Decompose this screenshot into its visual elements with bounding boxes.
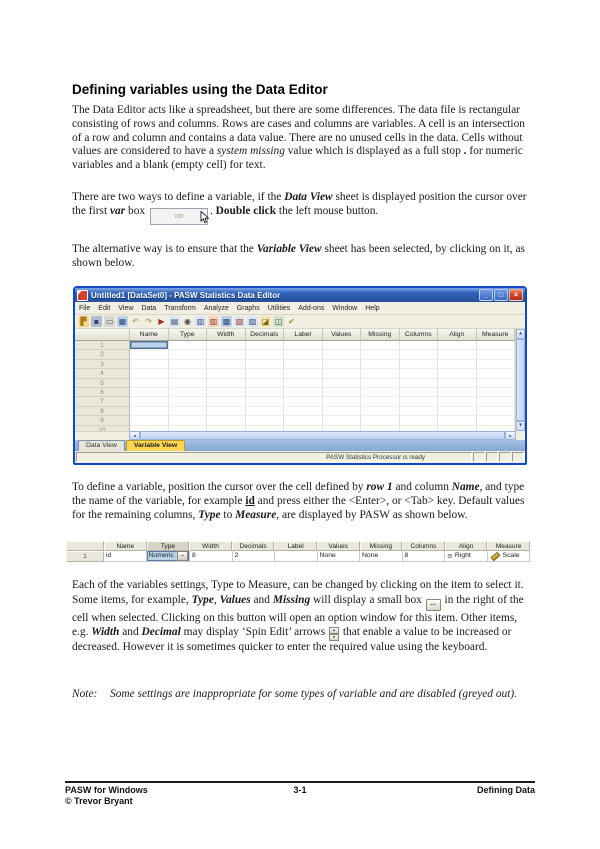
text-run-bold-italic: Measure [235, 508, 277, 521]
text-run-italic: system missing [216, 145, 285, 158]
print-icon[interactable]: ▭ [105, 317, 114, 326]
toolbar [75, 315, 525, 329]
cell-row6-missing[interactable] [361, 388, 400, 397]
cell-row4-measure[interactable] [477, 369, 516, 378]
cell-row1-missing[interactable] [361, 341, 400, 350]
type-value: Numeric [148, 552, 174, 559]
cell-row7-type[interactable] [169, 397, 208, 406]
text-run: To define a variable, position the cursor over the cell defined by [72, 481, 367, 493]
cell-row1-columns[interactable] [400, 341, 439, 350]
paragraph-two-ways [72, 191, 530, 225]
cell-row6-align[interactable] [438, 388, 477, 397]
cell-row2-decimals[interactable] [246, 350, 285, 359]
cell-row8-values[interactable] [323, 407, 362, 416]
cell-row3-missing[interactable] [361, 360, 400, 369]
open-file-icon[interactable]: ▛ [78, 316, 89, 327]
scroll-down-icon[interactable]: ▼ [516, 421, 525, 431]
spin-down-icon: ▼ [329, 634, 339, 641]
mini-table-header-row [66, 541, 530, 551]
status-bar [75, 451, 525, 463]
footer-left-line1: PASW for Windows [65, 785, 148, 795]
cell-row4-decimals[interactable] [246, 369, 285, 378]
text-run: The Data Editor acts like a spreadsheet, but there are some differences. The data file is rectangular consisting of rows and columns. Rows are cases and columns are variables. A cell is an intersection of a row and column and contains a data value. There are no unused cells in the data. Cells without values are considered to have a [72, 104, 525, 158]
cell-row2-columns[interactable] [400, 350, 439, 359]
text-run: , are displayed by PASW as shown below. [276, 508, 468, 521]
text-run-bold-italic: var [109, 204, 126, 217]
text-run-bold-italic: Missing [272, 593, 311, 606]
column-header-name[interactable]: Name [130, 329, 169, 341]
weight-cases-icon[interactable]: ▧ [235, 317, 244, 326]
grid-row-2 [75, 350, 515, 359]
window-title: Untitled1 [DataSet0] - PASW Statistics Data Editor [91, 290, 281, 300]
tab-data-view[interactable]: Data View [78, 440, 125, 451]
grid-row-8 [75, 407, 515, 416]
text-run-bold-underline: id [245, 494, 255, 507]
grid-corner-cell [75, 329, 130, 341]
horizontal-scrollbar-row [75, 431, 525, 440]
text-run: There are two ways to define a variable, if the [72, 191, 285, 203]
cell-row5-align[interactable] [438, 379, 477, 388]
column-header-row [75, 329, 515, 341]
menu-item-add-ons[interactable]: Add-ons [298, 304, 325, 312]
cell-row5-label[interactable] [284, 379, 323, 388]
cell-row9-label[interactable] [284, 416, 323, 425]
cell-row8-columns[interactable] [400, 407, 439, 416]
text-run: box [125, 204, 148, 217]
text-run-bold-italic: Type [198, 508, 221, 521]
pasw-data-editor-window [73, 286, 527, 465]
text-run-bold-italic: Decimal [141, 626, 181, 639]
text-run: and [250, 593, 273, 606]
recall-dialogs-icon[interactable]: ▦ [118, 317, 127, 326]
cell-row6-measure[interactable] [477, 388, 516, 397]
decimals-cell[interactable]: 2 [233, 551, 276, 562]
cell-row3-values[interactable] [323, 360, 362, 369]
text-run: for numeric variables and a blank (empty cell) for text. [72, 145, 523, 172]
text-run: and [119, 626, 142, 639]
row-header-9[interactable]: 9 [75, 416, 130, 425]
hscroll-spacer [75, 431, 129, 440]
column-header-missing[interactable]: Missing [361, 329, 400, 341]
cell-row2-missing[interactable] [361, 350, 400, 359]
mini-column-header-width[interactable]: Width [189, 541, 232, 551]
cell-row1-label[interactable] [284, 341, 323, 350]
text-run: value which is displayed as a full stop [284, 145, 464, 158]
row-header-4[interactable]: 4 [75, 369, 130, 378]
variables-icon[interactable]: ▤ [170, 317, 179, 326]
cell-row7-columns[interactable] [400, 397, 439, 406]
menu-item-utilities[interactable]: Utilities [267, 304, 291, 312]
cell-row2-label[interactable] [284, 350, 323, 359]
text-run: , and type the name of the variable, for example [72, 481, 525, 507]
close-button[interactable]: × [509, 289, 523, 301]
align-cell[interactable] [445, 551, 488, 562]
grid-zone [75, 329, 525, 431]
label-cell[interactable] [275, 551, 318, 562]
align-right-icon: ≡ [447, 551, 453, 560]
spin-up-icon: ▲ [329, 627, 339, 634]
cell-row4-type[interactable] [169, 369, 208, 378]
mini-column-header-columns[interactable]: Columns [402, 541, 445, 551]
scroll-up-icon[interactable]: ▲ [516, 329, 525, 339]
row-header-8[interactable]: 8 [75, 407, 130, 416]
cell-row9-values[interactable] [323, 416, 362, 425]
tab-variable-view[interactable]: Variable View [126, 440, 185, 451]
grid-rows [75, 341, 515, 435]
undo-icon[interactable]: ↶ [130, 316, 141, 327]
text-run-bold-italic: Width [91, 626, 120, 639]
spellcheck-icon[interactable]: ✔ [286, 316, 297, 327]
scale-ruler-icon [490, 551, 500, 561]
sheet-tabs [75, 440, 525, 451]
note-block [72, 688, 524, 702]
cell-row1-decimals[interactable] [246, 341, 285, 350]
cell-row6-name[interactable] [130, 388, 169, 397]
var-box-image [150, 208, 208, 225]
find-icon[interactable]: ◉ [182, 316, 193, 327]
cell-row2-measure[interactable] [477, 350, 516, 359]
cell-row5-values[interactable] [323, 379, 362, 388]
redo-icon[interactable]: ↷ [143, 316, 154, 327]
text-run-bold-italic: Name [451, 481, 480, 493]
text-run: to [220, 508, 236, 521]
small-box-button-image: ... [426, 599, 441, 611]
text-run: in the right of the cell when selected. Clicking on this button will open an option window for this item. Other items, e.g. [72, 593, 524, 639]
text-run-bold-italic: Type [191, 593, 214, 606]
menu-item-data[interactable]: Data [141, 304, 157, 312]
cell-row6-width[interactable] [207, 388, 246, 397]
grid-row-7 [75, 397, 515, 406]
cell-row5-measure[interactable] [477, 379, 516, 388]
cell-row4-missing[interactable] [361, 369, 400, 378]
cell-row4-name[interactable] [130, 369, 169, 378]
cell-row7-missing[interactable] [361, 397, 400, 406]
menu-bar [75, 302, 525, 315]
cell-row8-decimals[interactable] [246, 407, 285, 416]
pasw-app-icon [77, 290, 88, 301]
cell-row8-width[interactable] [207, 407, 246, 416]
paragraph-alternative [72, 243, 530, 271]
cell-row2-values[interactable] [323, 350, 362, 359]
menu-item-window[interactable]: Window [332, 304, 358, 312]
width-cell[interactable]: 8 [190, 551, 233, 562]
vertical-scroll-thumb[interactable] [516, 339, 525, 421]
missing-cell[interactable]: None [360, 551, 403, 562]
mini-corner-cell [66, 541, 104, 551]
column-header-decimals[interactable]: Decimals [246, 329, 285, 341]
status-cell [473, 452, 485, 462]
cell-row1-align[interactable] [438, 341, 477, 350]
goto-case-icon[interactable]: ▶ [156, 316, 167, 327]
mini-column-header-missing[interactable]: Missing [360, 541, 403, 551]
scroll-right-icon[interactable]: ► [505, 431, 516, 440]
cell-row8-missing[interactable] [361, 407, 400, 416]
cell-row5-columns[interactable] [400, 379, 439, 388]
cell-row7-measure[interactable] [477, 397, 516, 406]
cell-row6-decimals[interactable] [246, 388, 285, 397]
status-cell [486, 452, 498, 462]
grid-row-1 [75, 341, 515, 350]
vertical-scrollbar[interactable] [515, 329, 525, 431]
text-run-bold-italic: Data View [284, 191, 333, 203]
cell-row7-values[interactable] [323, 397, 362, 406]
scroll-corner [516, 431, 525, 440]
page-title: Defining variables using the Data Editor [72, 82, 328, 97]
split-file-icon[interactable]: ▩ [222, 317, 231, 326]
cell-row8-align[interactable] [438, 407, 477, 416]
text-run: and press either the <Enter>, or <Tab> key. Default values for the remaining columns, [72, 494, 525, 521]
cell-row1-type[interactable] [169, 341, 208, 350]
paragraph-intro [72, 104, 530, 173]
column-header-columns[interactable]: Columns [400, 329, 439, 341]
mini-column-header-name[interactable]: Name [104, 541, 147, 551]
type-cell[interactable] [147, 551, 191, 562]
text-run: may display ‘Spin Edit’ arrows [180, 626, 328, 639]
cell-row2-name[interactable] [130, 350, 169, 359]
var-box-label: var [174, 212, 184, 220]
note-text: Some settings are inappropriate for some types of variable and are disabled (greyed out). [110, 688, 518, 700]
grid-row-3 [75, 360, 515, 369]
cell-row3-align[interactable] [438, 360, 477, 369]
columns-cell[interactable]: 8 [403, 551, 446, 562]
cell-row4-columns[interactable] [400, 369, 439, 378]
cell-row1-measure[interactable] [477, 341, 516, 350]
cell-row5-name[interactable] [130, 379, 169, 388]
text-run-bold: Double click [215, 204, 277, 217]
cell-row3-type[interactable] [169, 360, 208, 369]
variable-row-table [66, 541, 530, 562]
row-header-7[interactable]: 7 [75, 397, 130, 406]
value-labels-icon[interactable]: ◪ [261, 317, 270, 326]
values-cell[interactable]: None [318, 551, 361, 562]
spin-edit-arrows-image [329, 627, 339, 640]
insert-cases-icon[interactable]: ▥ [196, 317, 205, 326]
row-number-cell[interactable]: 1 [66, 551, 104, 562]
row-header-2[interactable]: 2 [75, 350, 130, 359]
cell-row9-width[interactable] [207, 416, 246, 425]
cell-row8-label[interactable] [284, 407, 323, 416]
horizontal-scroll-thumb[interactable] [140, 431, 505, 440]
cell-row7-name[interactable] [130, 397, 169, 406]
status-cell [512, 452, 524, 462]
measure-cell[interactable] [488, 551, 531, 562]
text-run: will display a small box [310, 593, 425, 606]
cell-row8-name[interactable] [130, 407, 169, 416]
text-run: Each of the variables settings, Type to Measure, can be changed by clicking on the item to select it. Some items, for example, [72, 579, 524, 606]
cell-row1-values[interactable] [323, 341, 362, 350]
text-run: sheet is displayed position the cursor over the first [72, 191, 527, 217]
column-header-align[interactable]: Align [438, 329, 477, 341]
status-text: PASW Statistics Processor is ready [76, 452, 472, 462]
menu-item-analyze[interactable]: Analyze [203, 304, 229, 312]
cell-row9-type[interactable] [169, 416, 208, 425]
cell-row7-decimals[interactable] [246, 397, 285, 406]
cell-row2-align[interactable] [438, 350, 477, 359]
cell-row8-measure[interactable] [477, 407, 516, 416]
row-header-6[interactable]: 6 [75, 388, 130, 397]
cell-row8-type[interactable] [169, 407, 208, 416]
note-label: Note: [72, 688, 98, 700]
cell-row3-measure[interactable] [477, 360, 516, 369]
text-run: and column [392, 481, 452, 493]
cell-row1-name[interactable] [130, 341, 169, 350]
column-header-measure[interactable]: Measure [477, 329, 516, 341]
cell-row4-align[interactable] [438, 369, 477, 378]
text-run-bold-italic: row 1 [366, 481, 393, 493]
footer-rule [65, 781, 535, 783]
cell-row5-type[interactable] [169, 379, 208, 388]
text-run-bold: . [463, 145, 467, 158]
status-cell [499, 452, 511, 462]
row-header-3[interactable]: 3 [75, 360, 130, 369]
measure-value: Scale [502, 552, 520, 559]
insert-variable-icon[interactable]: ▥ [209, 317, 218, 326]
grid-row-4 [75, 369, 515, 378]
minimize-button[interactable]: _ [479, 289, 493, 301]
ellipsis-button[interactable]: ... [177, 551, 188, 561]
cell-row1-width[interactable] [207, 341, 246, 350]
footer-right: Defining Data [476, 785, 535, 795]
menu-item-help[interactable]: Help [365, 304, 380, 312]
mini-column-header-values[interactable]: Values [317, 541, 360, 551]
mini-column-header-label[interactable]: Label [274, 541, 317, 551]
page-footer [65, 785, 535, 806]
text-run: . [209, 204, 216, 217]
column-header-width[interactable]: Width [207, 329, 246, 341]
text-run: The alternative way is to ensure that the [72, 243, 257, 255]
cell-row9-decimals[interactable] [246, 416, 285, 425]
cell-row5-width[interactable] [207, 379, 246, 388]
cell-row3-label[interactable] [284, 360, 323, 369]
menu-item-graphs[interactable]: Graphs [236, 304, 260, 312]
mini-column-header-type[interactable]: Type [147, 541, 190, 551]
cell-row2-type[interactable] [169, 350, 208, 359]
grid-row-6 [75, 388, 515, 397]
cell-row9-name[interactable] [130, 416, 169, 425]
cell-row3-width[interactable] [207, 360, 246, 369]
mini-table-data-row [66, 551, 530, 562]
grid-row-5 [75, 379, 515, 388]
column-header-label[interactable]: Label [284, 329, 323, 341]
text-run-bold-italic: Values [219, 593, 251, 606]
footer-left-line2: © Trevor Bryant [65, 795, 133, 806]
text-run: , [213, 593, 220, 606]
menu-item-file[interactable]: File [79, 304, 91, 312]
cell-row9-missing[interactable] [361, 416, 400, 425]
maximize-button[interactable]: □ [494, 289, 508, 301]
text-run: that enable a value to be increased or decreased. However it is sometimes quicker to enter the required value using the keyboard. [72, 626, 512, 654]
text-run: sheet has been selected, by clicking on it, as shown below. [72, 243, 525, 269]
cell-row7-align[interactable] [438, 397, 477, 406]
cell-row4-label[interactable] [284, 369, 323, 378]
cell-row2-width[interactable] [207, 350, 246, 359]
text-run: the left mouse button. [276, 204, 379, 217]
row-header-1[interactable]: 1 [75, 341, 130, 350]
paragraph-settings [72, 578, 530, 655]
save-icon[interactable]: ▪ [91, 316, 102, 327]
mini-column-header-measure[interactable]: Measure [487, 541, 530, 551]
cell-row6-columns[interactable] [400, 388, 439, 397]
cell-row3-decimals[interactable] [246, 360, 285, 369]
mouse-cursor-icon [200, 211, 210, 224]
mini-column-header-decimals[interactable]: Decimals [232, 541, 275, 551]
text-run-bold-italic: Variable View [256, 243, 322, 255]
cell-row6-type[interactable] [169, 388, 208, 397]
footer-left [65, 785, 215, 806]
column-header-values[interactable]: Values [323, 329, 362, 341]
variable-grid [75, 329, 515, 431]
footer-page-number: 3-1 [293, 785, 307, 795]
scroll-left-icon[interactable]: ◄ [129, 431, 140, 440]
row-header-5[interactable]: 5 [75, 379, 130, 388]
cell-row3-columns[interactable] [400, 360, 439, 369]
cell-row9-columns[interactable] [400, 416, 439, 425]
use-variable-sets-icon[interactable]: ◫ [274, 317, 283, 326]
cell-row7-width[interactable] [207, 397, 246, 406]
cell-row5-decimals[interactable] [246, 379, 285, 388]
cell-row9-measure[interactable] [477, 416, 516, 425]
name-cell[interactable]: id [104, 551, 147, 562]
align-value: Right [454, 552, 471, 559]
cell-row4-values[interactable] [323, 369, 362, 378]
cell-row5-missing[interactable] [361, 379, 400, 388]
cell-row6-values[interactable] [323, 388, 362, 397]
menu-item-edit[interactable]: Edit [98, 304, 111, 312]
select-cases-icon[interactable]: ▨ [248, 317, 257, 326]
mini-column-header-align[interactable]: Align [445, 541, 488, 551]
grid-row-9 [75, 416, 515, 425]
cell-row9-align[interactable] [438, 416, 477, 425]
cell-row6-label[interactable] [284, 388, 323, 397]
menu-item-transform[interactable]: Transform [164, 304, 196, 312]
column-header-type[interactable]: Type [169, 329, 208, 341]
paragraph-define-variable [72, 481, 530, 522]
cell-row7-label[interactable] [284, 397, 323, 406]
window-titlebar [75, 288, 525, 302]
cell-row3-name[interactable] [130, 360, 169, 369]
menu-item-view[interactable]: View [118, 304, 134, 312]
cell-row4-width[interactable] [207, 369, 246, 378]
